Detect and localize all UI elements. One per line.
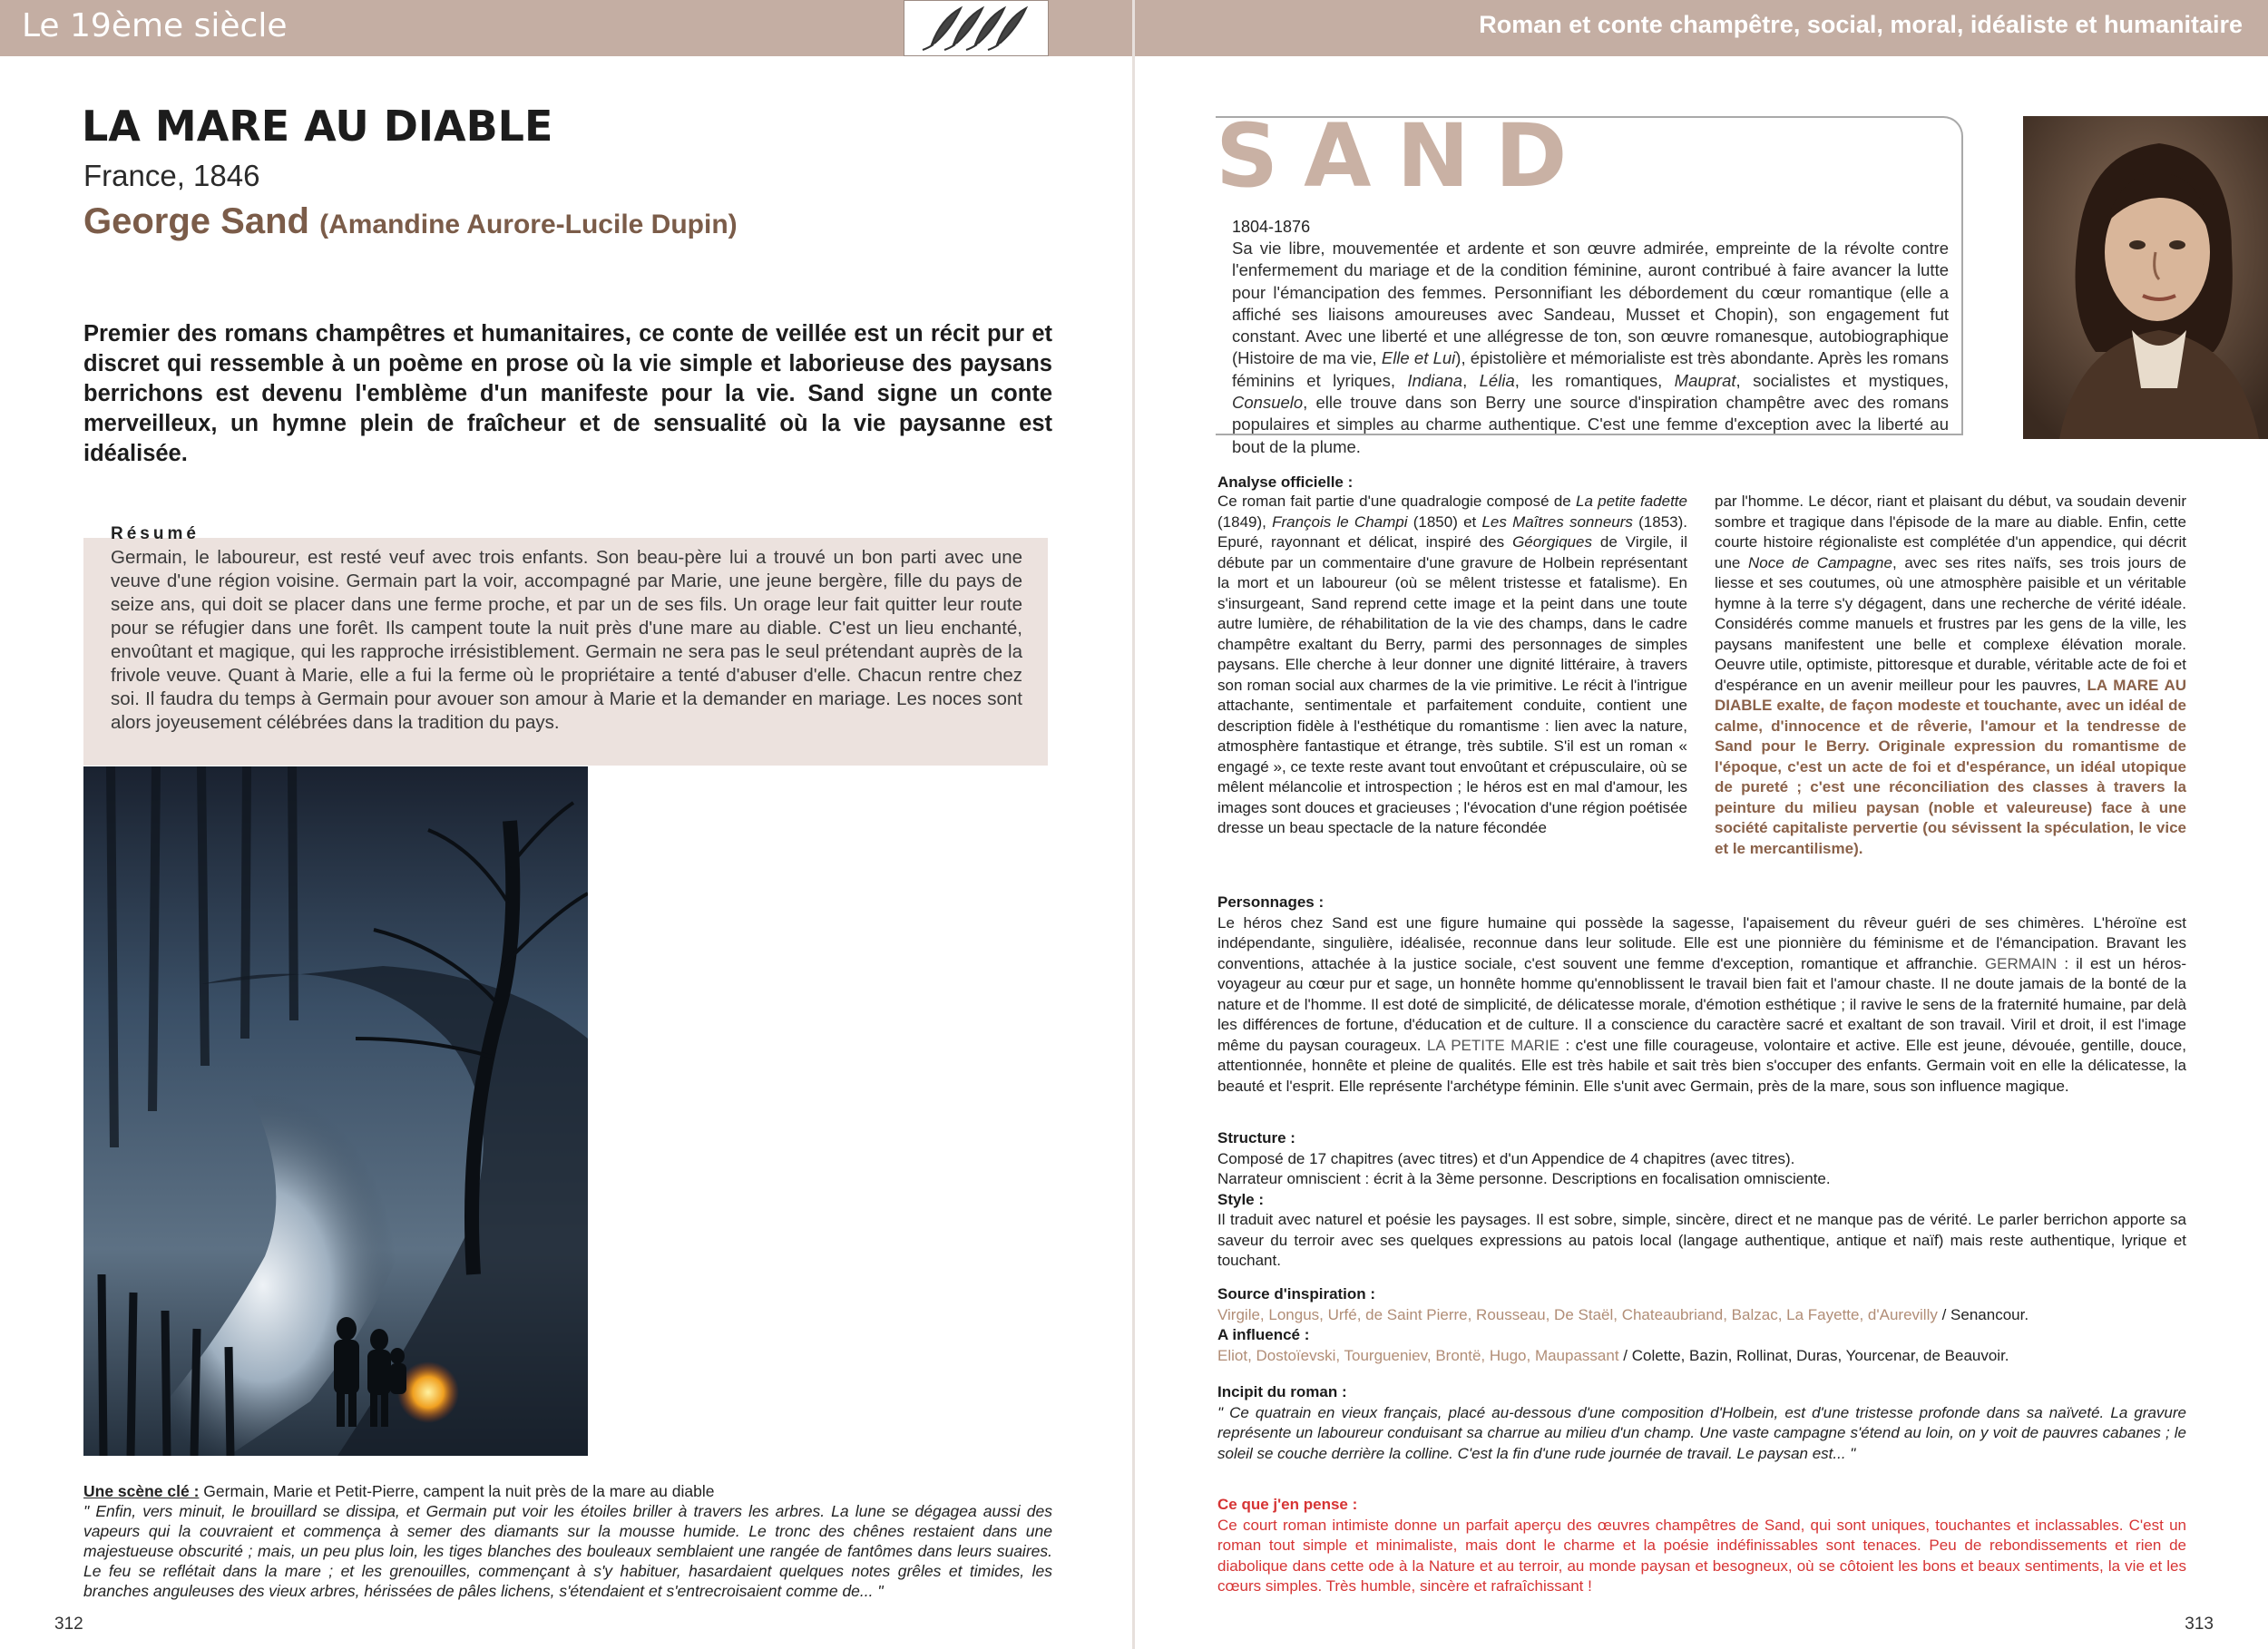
influence-heading: A influencé :: [1217, 1326, 1310, 1343]
page-number-right: 313: [2185, 1615, 2214, 1634]
bio-text: Sa vie libre, mouvementée et ardente et son œuvre admirée, empreinte de la révolte contre l'enfermement du mariage et de la condition féminine, auront contribué à faire avancer la lutte pour l'émancipation des femmes. Personnifiant les débordement du cœur romantique (elle a affiché ses liaisons amoureuses avec Sandeau, Musset et Chopin), son engagement fut constant. Avec une liberté et une allégresse de ton, son œuvre romanesque, autobiographique (Histoire de ma vie, Elle et Lui), épistolière et mémorialiste est très abondante. Après les romans féminins et lyriques, Indiana, Lélia, les romantiques, Mauprat, socialistes et mystiques, Consuelo, elle trouve dans son Berry une source d'inspiration champêtre avec des romans populaires et simples au charme authentique. C'est une femme d'exception avec la liberté au bout de la plume.: [1232, 239, 1950, 456]
characters-text: Le héros chez Sand est une figure humaine qui possède la sagesse, l'apaisement du rêveur guéri de ses chimères. L'héroïne est indépendante, singulière, idéalisée, reconnue dans leur solitude. Elle est une pionnière du féminisme et de l'émancipation. Bravant les conventions, attachée à la justice sociale, c'est souvent une femme d'exception, romantique et affranchie. GERMAIN : il est un héros-voyageur au cœur pur et sage, un honnête homme qu'ennoblissent le travail bien fait et l'amour chaste. Il ne doute jamais de la bonté de la nature et de l'homme. Il est doté de simplicité, de délicatesse morale, d'émotion esthétique ; il ravive le sens de la fraternité humaine, par delà les différences de fortune, d'éducation et de culture. Il a conscience du caractère sacré et exaltant de son travail. Viril et droit, il est l'image même du paysan courageux. LA PETITE MARIE : c'est une fille courageuse, volontaire et active. Elle est jeune, dévouée, gentille, douce, attentionnée, honnête et pleine de qualités. Elle est très habile et sait très bien s'occuper des enfants. Germain voit en elle la délicatesse, la beauté et l'esprit. Elle représente l'archétype féminin. Elle s'unit avec Germain, près de la mare, sous son influence magique.: [1217, 913, 2186, 1095]
book-origin-year: France, 1846: [83, 159, 260, 192]
characters-section: [1217, 893, 2186, 1097]
page-number-left: 312: [54, 1615, 83, 1634]
author-line: [83, 201, 738, 242]
analyse-column-2: par l'homme. Le décor, riant et plaisant du début, va soudain devenir sombre et tragique dans l'épisode de la mare au diable. Enfin, cette courte histoire régionaliste est complétée d'un appendice, qui décrit une Noce de Campagne, avec ses rites naïfs, ses trois jours de liesse et ses coutumes, où une atmosphère paisible et un véritable hymne à la terre s'y dégagent, dans une recherche de vérité idéale. Considérés comme manuels et frustres par les gens de la ville, les paysans manifestent une belle et complexe élévation morale. Oeuvre utile, optimiste, pittoresque et durable, véritable acte de foi et d'espérance en un avenir meilleur pour les pauvres, LA MARE AU DIABLE exalte, de façon modeste et touchante, avec un idéal de calme, d'innocence et de rêverie, l'amour et la tendresse de Sand pour le Berry. Originale expression du romantisme de l'époque, c'est un acte de foi et d'espérance, un idéal utopique de pureté ; c'est une réconciliation des classes à travers la peinture du milieu paysan (noble et valeureuse) face à une société capitaliste pervertie (ou sévissent la spéculation, le vice et le mercantilisme).: [1715, 493, 2186, 857]
sources-section: [1217, 1284, 2186, 1366]
style-text: Il traduit avec naturel et poésie les paysages. Il est sobre, simple, sincère, direct et ne manque pas de vérité. Le parler berrichon apporte sa saveur du terroir avec ses quelques expressions au patois local (langage authentique, antique et naïf) mais reste authentique, lyrique et touchant.: [1217, 1211, 2186, 1269]
author-portrait: [2023, 116, 2268, 439]
header-genre-label: Roman et conte champêtre, social, moral, idéaliste et humanitaire: [1479, 11, 2243, 38]
opinion-section: [1217, 1495, 2186, 1597]
opinion-text: Ce court roman intimiste donne un parfait aperçu des œuvres champêtres de Sand, qui sont uniques, touchantes et inclassables. C'est un roman tout simple et minimaliste, mais dont le charme et la poésie indéfinissables sont tenaces. Peu de rebondissements et rien de diabolique dans cette ode à la Nature et au terroir, au monde paysan et besogneux, où se côtoient les bons et beaux sentiments, la vie et les cœurs simples. Très humble, sincère et rafraîchissant !: [1217, 1516, 2186, 1595]
structure-section: [1217, 1128, 2186, 1272]
structure-heading: Structure :: [1217, 1129, 1295, 1146]
influence-text: Eliot, Dostoïevski, Tourgueniev, Brontë, Hugo, Maupassant / Colette, Bazin, Rollinat, Duras, Yourcenar, de Beauvoir.: [1217, 1346, 2009, 1364]
incipit-section: [1217, 1382, 2186, 1464]
key-scene-quote: " Enfin, vers minuit, le brouillard se dissipa, et Germain put voir les étoiles briller à travers les arbres. La lune se dégagea aussi des vapeurs qui la couvraient et commença à semer des diamants sur la mousse humide. Le tronc des chênes restaient dans une majestueuse obscurité ; mais, un peu plus loin, les tiges blanches des bouleaux semblaient une rangée de fantômes dans leurs suaires. Le feu se reflétait dans la mare ; et les grenouilles, commençant à s'y habituer, hasardaient quelques notes grêles et timides, les branches anguleuses des vieux arbres, hérissées de pâles lichens, s'étendaient et s'entrecroisaient comme de... ": [83, 1502, 1052, 1600]
resume-title: Résumé: [111, 524, 200, 543]
source-text: Virgile, Longus, Urfé, de Saint Pierre, Rousseau, De Staël, Chateaubriand, Balzac, La Fayette, d'Aurevilly / Senancour.: [1217, 1305, 2029, 1323]
style-heading: Style :: [1217, 1190, 1265, 1208]
illustration-painting: [83, 766, 588, 1456]
analyse-highlight: LA MARE AU DIABLE exalte, de façon modeste et touchante, avec un idéal de calme, d'innocence et de rêverie, l'amour et la tendresse de Sand pour le Berry. Originale expression du romantisme de l'époque, c'est un acte de foi et d'espérance, un idéal utopique de pureté ; c'est une réconciliation des classes à travers la peinture du milieu paysan (noble et valeureuse) face à une société capitaliste pervertie (ou sévissent la spéculation, le vice et le mercantilisme).: [1715, 676, 2186, 857]
page-spine-divider: [1132, 0, 1135, 1649]
key-scene-caption-text: Germain, Marie et Petit-Pierre, campent la nuit près de la mare au diable: [199, 1482, 715, 1500]
structure-line-2: Narrateur omniscient : écrit à la 3ème personne. Descriptions en focalisation omnisciente.: [1217, 1170, 1831, 1187]
book-title: LA MARE AU DIABLE: [82, 102, 553, 151]
analyse-heading: Analyse officielle :: [1217, 473, 1354, 491]
author-name: George Sand: [83, 201, 309, 241]
incipit-heading: Incipit du roman :: [1217, 1383, 1347, 1400]
characters-heading: Personnages :: [1217, 893, 1325, 911]
analyse-column-1: Ce roman fait partie d'une quadralogie composé de La petite fadette (1849), François le Champi (1850) et Les Maîtres sonneurs (1853). Epuré, rayonnant et délicat, inspiré des Géorgiques de Virgile, il débute par un commentaire d'une gravure de Holbein représentant la mort et un laboureur (où se mêlent tristesse et fatalisme). En s'insurgeant, Sand reprend cette image et la peint dans une toute autre lumière, de réhabilitation de la vie des champs, dans le cadre champêtre exaltant du Berry, parmi des personnages de simples paysans. Elle cherche à leur donner une dignité littéraire, à travers son roman social aux charmes de la vie primitive. Le récit à l'intrigue attachante, sentimentale et parfaitement conduite, contient une description fidèle à l'esthétique du romantisme : lien avec la nature, atmosphère fantastique et étrange, très subtile. S'il est un roman « engagé », ce texte reste avant tout envoûtant et crépusculaire, où se mêlent mélancolie et introspection ; le héros est en mal d'amour, les images sont douces et gracieuses ; l'évocation d'une région poétisée dresse un beau spectacle de la nature fécondée: [1217, 493, 1687, 836]
author-real-name: (Amandine Aurore-Lucile Dupin): [319, 210, 738, 239]
source-heading: Source d'inspiration :: [1217, 1285, 1376, 1303]
header-period-label: Le 19ème siècle: [22, 7, 288, 44]
bio-dates: 1804-1876: [1232, 218, 1311, 236]
opinion-heading: Ce que j'en pense :: [1217, 1496, 1358, 1513]
lead-paragraph: Premier des romans champêtres et humanitaires, ce conte de veillée est un récit pur et discret qui ressemble à un poème en prose où la vie simple et laborieuse des paysans berrichons est devenu l'emblème d'un manifeste pour la vie. Sand signe un conte merveilleux, un hymne plein de fraîcheur et de sensualité où la vie paysanne est idéalisée.: [83, 321, 1052, 466]
key-scene: [83, 1481, 1052, 1601]
bio-author-surname: SAND: [1216, 105, 1593, 207]
key-scene-caption: [83, 1481, 1052, 1501]
resume-text: Germain, le laboureur, est resté veuf avec trois enfants. Son beau-père lui a trouvé un bon parti avec une veuve d'une région voisine. Germain part la voir, accompagné par Marie, une jeune bergère, fille du pays de seize ans, qui doit se placer dans une ferme proche, et par un de ses fils. Un orage leur fait quitter leur route pour se réfugier dans une forêt. Ils campent toute la nuit près d'une mare au diable. C'est un lieu enchanté, envoûtant et magique, qui les rapproche irrésistiblement. Germain ne sera pas le seul prétendant auprès de la frivole veuve. Quant à Marie, elle a fui la ferme où le propriétaire a tenté d'abuser d'elle. Chacun rentre chez soi. Il faudra du temps à Germain pour avouer son amour à Marie et la demander en mariage. Les noces sont alors joyeusement célébrées dans la tradition du pays.: [111, 547, 1022, 733]
incipit-text: " Ce quatrain en vieux français, placé au-dessous d'une composition d'Holbein, est d'une tristesse profonde dans sa naïveté. La gravure représente un laboureur conduisant sa charrue au milieu d'un champ. Une vaste campagne s'étend au loin, on y voit de pauvres cabanes ; le soleil se couche derrière la colline. C'est la fin d'une rude journée de travail. Le paysan est... ": [1217, 1403, 2186, 1462]
key-scene-label: Une scène clé :: [83, 1482, 200, 1500]
structure-line-1: Composé de 17 chapitres (avec titres) et d'un Appendice de 4 chapitres (avec titres).: [1217, 1149, 1795, 1167]
quill-feathers-icon: [904, 0, 1049, 56]
